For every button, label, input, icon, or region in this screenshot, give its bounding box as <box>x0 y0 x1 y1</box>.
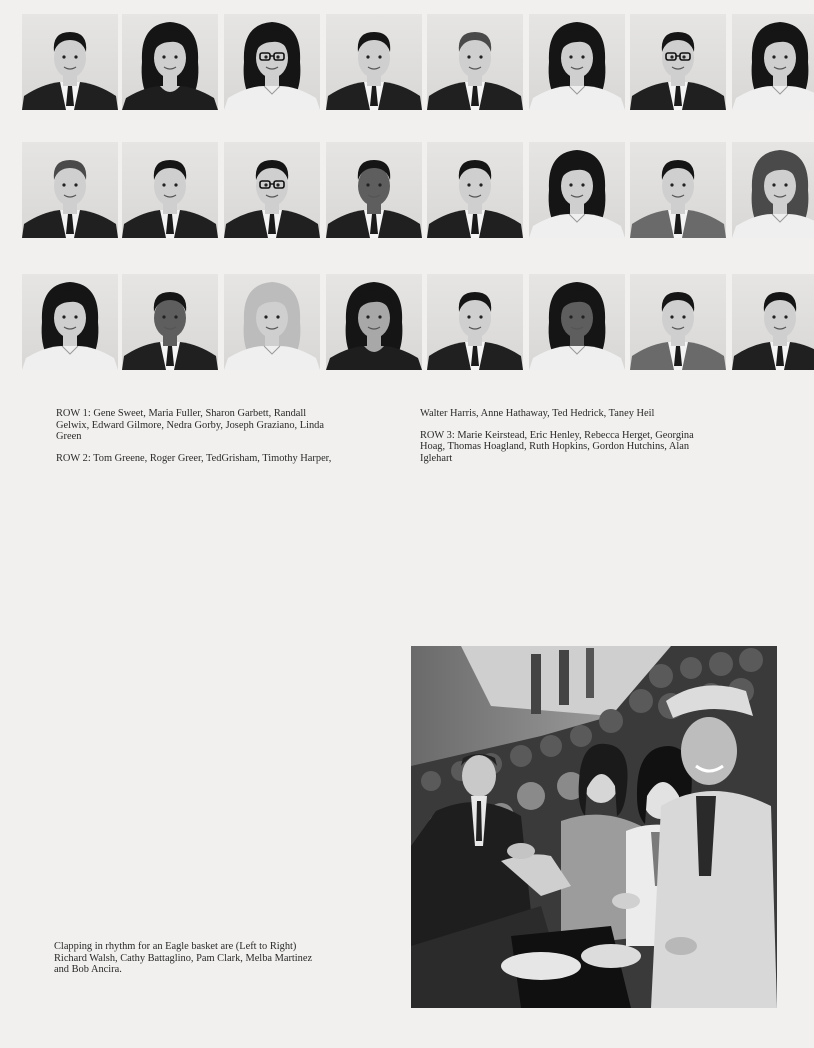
portrait-photo <box>326 14 422 110</box>
portrait-photo <box>224 142 320 238</box>
student-portrait <box>630 142 726 238</box>
photo-caption-line: Richard Walsh, Cathy Battaglino, Pam Clark, Melba Martinez <box>54 952 313 964</box>
portrait-photo <box>732 274 814 370</box>
student-portrait <box>224 274 320 370</box>
student-portrait <box>326 274 422 370</box>
portrait-photo <box>529 274 625 370</box>
portrait-grid <box>22 14 814 388</box>
portrait-photo <box>732 142 814 238</box>
photo-caption <box>54 941 374 976</box>
portrait-photo <box>326 142 422 238</box>
student-portrait <box>529 274 625 370</box>
caption-line: ROW 1: Gene Sweet, Maria Fuller, Sharon Garbett, Randall <box>56 408 307 419</box>
student-portrait <box>427 142 523 238</box>
portrait-photo <box>224 274 320 370</box>
student-portrait <box>122 142 218 238</box>
student-portrait <box>122 14 218 110</box>
student-portrait <box>529 142 625 238</box>
student-portrait <box>529 14 625 110</box>
crowd-photo-image <box>411 646 777 1008</box>
student-portrait <box>427 274 523 370</box>
portrait-photo <box>122 14 218 110</box>
caption-line: Iglehart <box>420 452 453 464</box>
student-portrait <box>732 14 814 110</box>
photo-caption-line: and Bob Ancira. <box>54 964 122 976</box>
portrait-photo <box>224 14 320 110</box>
portrait-photo <box>630 274 726 370</box>
student-portrait <box>22 142 118 238</box>
portrait-photo <box>22 14 118 110</box>
portrait-photo <box>529 142 625 238</box>
portrait-photo <box>529 14 625 110</box>
portrait-photo <box>122 274 218 370</box>
portrait-photo <box>326 274 422 370</box>
student-portrait <box>732 274 814 370</box>
caption-line: ROW 3: Marie Keirstead, Eric Henley, Rebecca Herget, Georgina <box>420 429 694 441</box>
caption-line: Gelwix, Edward Gilmore, Nedra Gorby, Joseph Graziano, Linda <box>56 419 324 431</box>
portrait-photo <box>22 142 118 238</box>
student-portrait <box>732 142 814 238</box>
student-portrait <box>427 14 523 110</box>
portrait-photo <box>427 14 523 110</box>
portrait-photo <box>122 142 218 238</box>
portrait-photo <box>630 14 726 110</box>
student-portrait <box>22 14 118 110</box>
student-portrait <box>122 274 218 370</box>
portrait-photo <box>427 142 523 238</box>
portrait-photo <box>630 142 726 238</box>
row-caption-left <box>56 408 390 464</box>
student-portrait <box>224 142 320 238</box>
row-caption-right <box>420 408 754 464</box>
crowd-photo <box>411 646 777 1008</box>
student-portrait <box>326 142 422 238</box>
student-portrait <box>22 274 118 370</box>
student-portrait <box>224 14 320 110</box>
portrait-photo <box>732 14 814 110</box>
photo-caption-line: Clapping in rhythm for an Eagle basket are (Left to Right) <box>54 941 297 952</box>
student-portrait <box>630 14 726 110</box>
caption-line: Hoag, Thomas Hoagland, Ruth Hopkins, Gordon Hutchins, Alan <box>420 441 690 453</box>
portrait-photo <box>22 274 118 370</box>
caption-line: Walter Harris, Anne Hathaway, Ted Hedrick, Taney Heil <box>420 408 655 419</box>
portrait-photo <box>427 274 523 370</box>
student-portrait <box>630 274 726 370</box>
student-portrait <box>326 14 422 110</box>
caption-line: Green <box>56 431 82 443</box>
caption-line: ROW 2: Tom Greene, Roger Greer, TedGrisham, Timothy Harper, <box>56 452 332 464</box>
